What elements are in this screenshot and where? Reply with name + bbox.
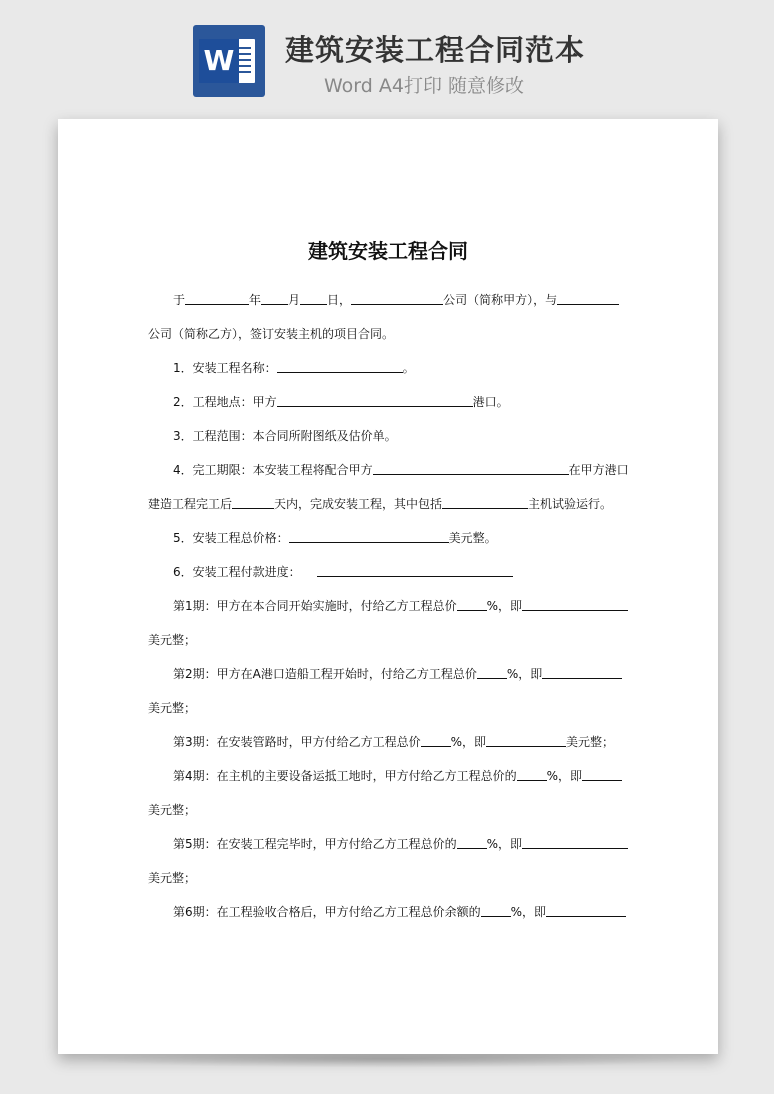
page-subtitle: Word A4打印 随意修改 xyxy=(324,75,525,97)
contract-line-7: 建造工程完工后 天内，完成安装工程，其中包括 主机试验运行。 xyxy=(148,494,612,514)
contract-line-15: 第4期：在主机的主要设备运抵工地时，甲方付给乙方工程总价的 %，即 xyxy=(173,766,622,786)
contract-line-4: 2．工程地点：甲方 港口。 xyxy=(173,392,509,412)
contract-line-12: 第2期：甲方在A港口造船工程开始时，付给乙方工程总价 %，即 xyxy=(173,664,622,684)
contract-line-13: 美元整； xyxy=(148,701,197,715)
document-title: 建筑安装工程合同 xyxy=(308,239,468,263)
contract-line-6: 4．完工期限：本安装工程将配合甲方 在甲方港口 xyxy=(173,460,629,480)
contract-line-2: 公司（简称乙方），签订安装主机的项目合同。 xyxy=(148,327,395,341)
contract-line-9: 6．安装工程付款进度： xyxy=(173,562,513,582)
contract-line-19: 第6期：在工程验收合格后，甲方付给乙方工程总价余额的 %，即 xyxy=(173,902,626,922)
word-letter: W xyxy=(199,39,239,83)
contract-line-14: 第3期：在安装管路时，甲方付给乙方工程总价 %，即 美元整； xyxy=(173,732,614,752)
document-page xyxy=(58,119,718,1054)
contract-line-18: 美元整； xyxy=(148,871,197,885)
contract-line-11: 美元整； xyxy=(148,633,197,647)
word-document-icon xyxy=(193,25,265,97)
contract-line-8: 5．安装工程总价格： 美元整。 xyxy=(173,528,497,548)
contract-line-17: 第5期：在安装工程完毕时，甲方付给乙方工程总价的 %，即 xyxy=(173,834,628,854)
contract-line-1: 于 年 月 日， 公司（简称甲方），与 xyxy=(173,290,619,310)
contract-line-5: 3．工程范围：本合同所附图纸及估价单。 xyxy=(173,429,397,443)
contract-line-3: 1．安装工程名称： 。 xyxy=(173,358,415,378)
watermark xyxy=(92,449,113,474)
header xyxy=(0,0,774,110)
contract-line-16: 美元整； xyxy=(148,803,197,817)
page-title: 建筑安装工程合同范本 xyxy=(285,33,586,67)
contract-line-10: 第1期：甲方在本合同开始实施时，付给乙方工程总价 %，即 xyxy=(173,596,628,616)
